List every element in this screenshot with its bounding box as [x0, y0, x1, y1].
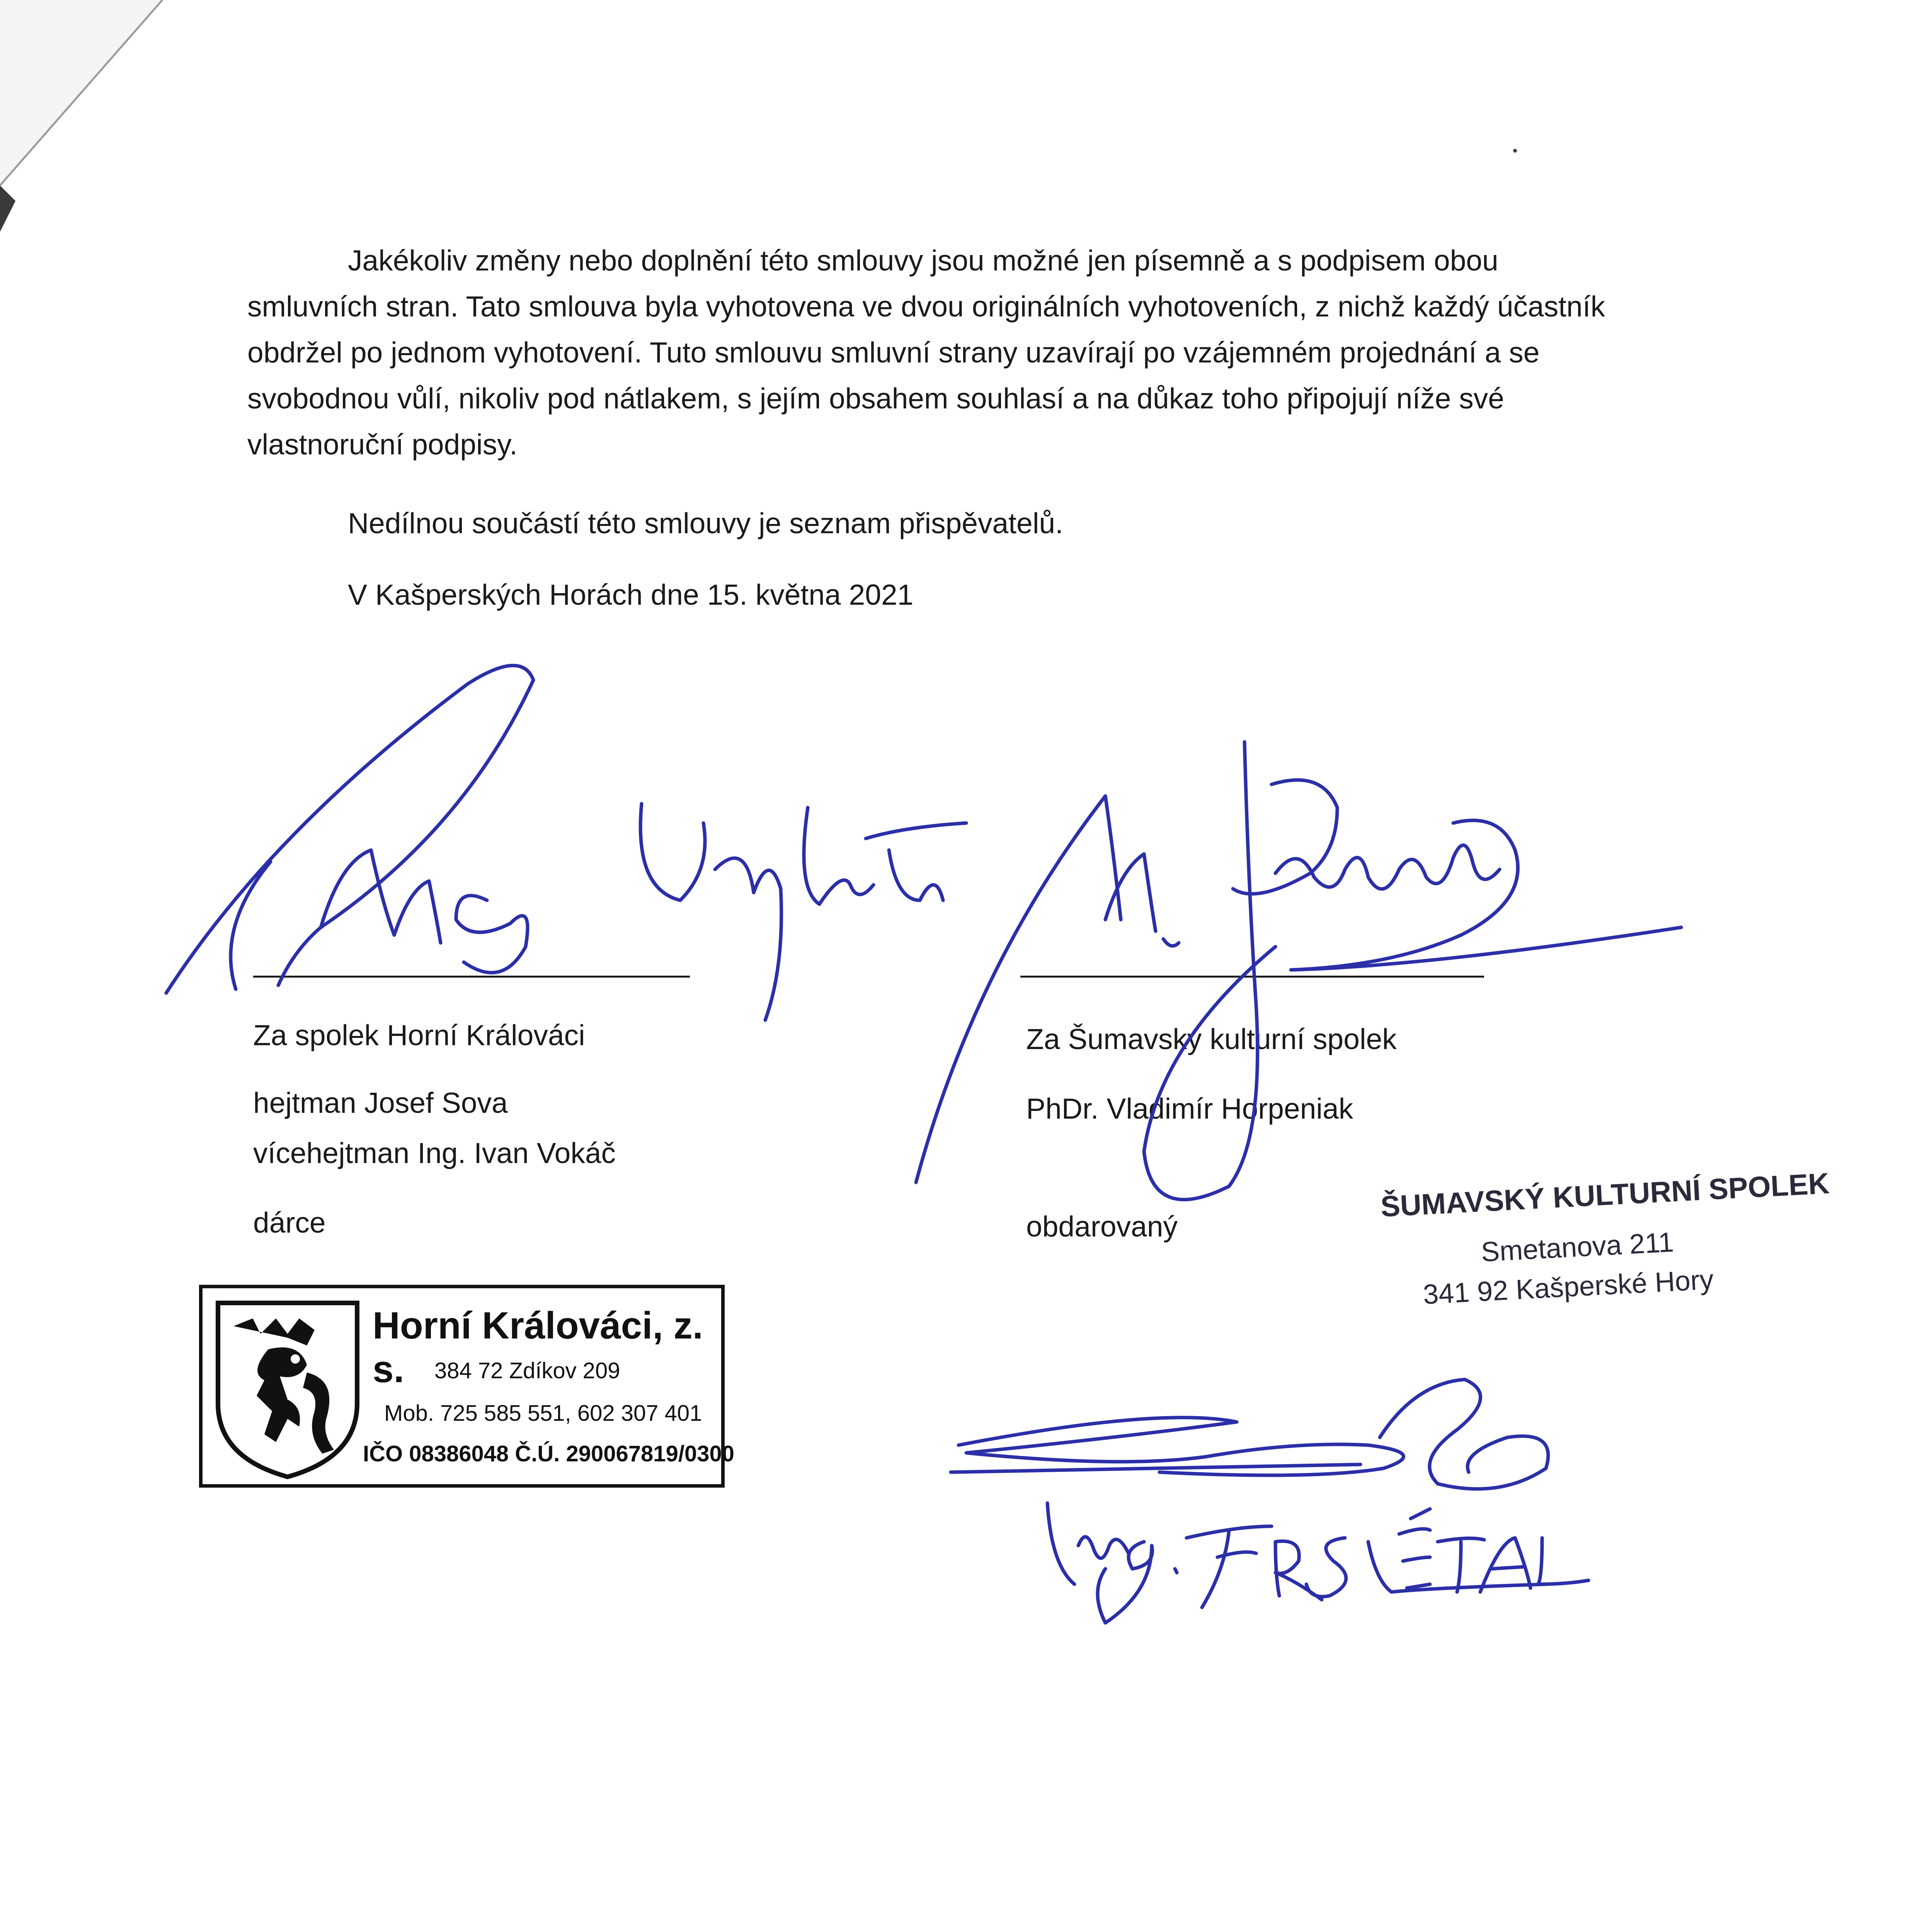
place-and-date: V Kašperských Horách dne 15. května 2021: [348, 578, 914, 611]
ink-speck: [1513, 149, 1517, 153]
donor-signature-2: [640, 804, 966, 1020]
recipient-stamp-city: 341 92 Kašperské Hory: [1422, 1264, 1714, 1310]
donor-stamp-ids: IČO 08386048 Č.Ú. 290067819/0300: [363, 1441, 734, 1466]
third-signature: [951, 1379, 1548, 1489]
recipient-stamp-street: Smetanova 211: [1480, 1226, 1675, 1268]
donor-signatory-1: hejtman Josef Sova: [253, 1087, 508, 1119]
recipient-role: obdarovaný: [1026, 1210, 1178, 1243]
donor-signatory-2: vícehejtman Ing. Ivan Vokáč: [253, 1137, 616, 1169]
recipient-signatory: PhDr. Vladimír Horpeniak: [1026, 1092, 1353, 1125]
donor-label: Za spolek Horní Králováci: [253, 1019, 585, 1051]
donor-stamp-name: Horní Králováci, z. s.: [373, 1304, 703, 1390]
recipient-label: Za Šumavský kulturní spolek: [1026, 1023, 1397, 1055]
recipient-stamp-name: ŠUMAVSKÝ KULTURNÍ SPOLEK: [1380, 1167, 1830, 1223]
annex-sentence: Nedílnou součástí této smlouvy je seznam přispěvatelů.: [348, 507, 1063, 539]
donor-stamp-phone: Mob. 725 585 551, 602 307 401: [384, 1401, 702, 1426]
closing-paragraph: Jakékoliv změny nebo doplnění této smlouvy jsou možné jen písemně a s podpisem obou smluvních stran. Tato smlouva byla vyhotovena ve dvou originálních vyhotoveních, z nichž každý účastník obdržel po jednom vyhotovení. Tuto smlouvu smluvní strany uzavírají po vzájemném projednání a se svobodnou vůlí, nikoliv pod nátlakem, s jejím obsahem souhlasí a na důkaz toho připojují níže své vlastnoruční podpisy.: [247, 244, 1605, 461]
donor-stamp-address: 384 72 Zdíkov 209: [434, 1358, 620, 1383]
recipient-signature: [916, 742, 1681, 1199]
donor-role: dárce: [253, 1206, 326, 1239]
donor-signature-1: [166, 665, 533, 993]
handwritten-name: [1047, 1503, 1588, 1623]
